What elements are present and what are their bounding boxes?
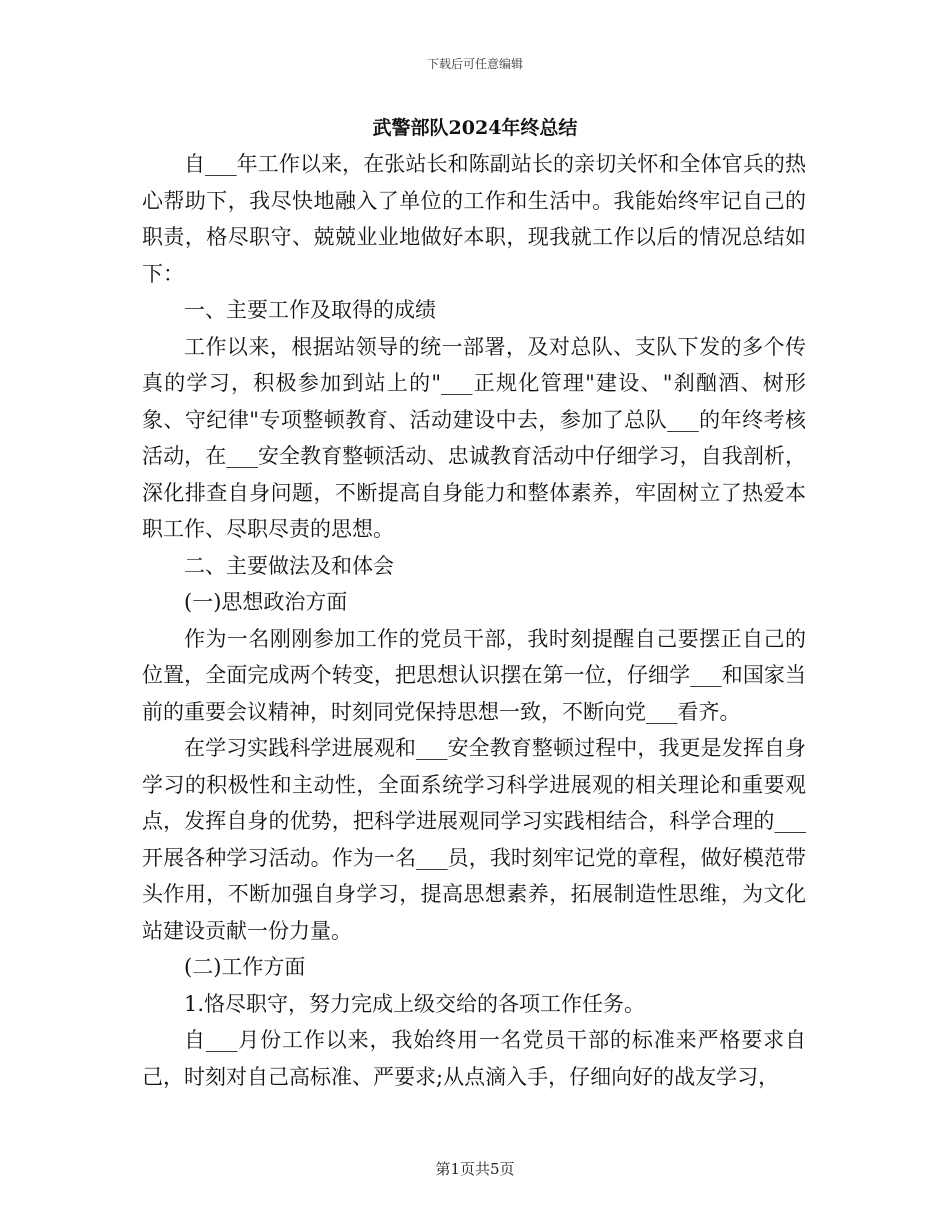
header-note: 下载后可任意编辑 <box>426 57 523 71</box>
section-heading-methods: 二、主要做法及和体会 <box>184 553 394 578</box>
paragraph-achievements: 工作以来，根据站领导的统一部署，及对总队、支队下发的多个传真的学习，积极参加到站上的"___正规化管理"建设、"刹酗酒、树形象、守纪律"专项整顿教育、活动建设中去，参加了总队___的年终考核活动，在___安全教育整顿活动、忠诚教育活动中仔细学习，自我剖析，深化排查自身问题，不断提高自身能力和整体素养，牢固树立了热爱本职工作、尽职尽责的思想。 <box>142 334 806 541</box>
list-item-duty: 1.恪尽职守，努力完成上级交给的各项工作任务。 <box>184 991 646 1016</box>
section-heading-achievements: 一、主要工作及取得的成绩 <box>184 298 436 322</box>
paragraph-intro: 自___年工作以来，在张站长和陈副站长的亲切关怀和全体官兵的热心帮助下，我尽快地融入了单位的工作和生活中。我能始终牢记自己的职责，格尽职守、兢兢业业地做好本职，现我就工作以后的情况总结如下： <box>142 152 806 286</box>
page-footer: 第1页共5页 <box>435 1160 515 1178</box>
document-title: 武警部队2024年终总结 <box>372 117 578 139</box>
paragraph-work: 自___月份工作以来，我始终用一名党员干部的标准来严格要求自己，时刻对自己高标准、严要求;从点滴入手，仔细向好的战友学习， <box>142 1028 806 1089</box>
document-body <box>142 146 806 1095</box>
paragraph-political-2: 在学习实践科学进展观和___安全教育整顿过程中，我更是发挥自身学习的积极性和主动性，全面系统学习科学进展观的相关理论和重要观点，发挥自身的优势，把科学进展观同学习实践相结合，科学合理的___开展各种学习活动。作为一名___员，我时刻牢记党的章程，做好模范带头作用，不断加强自身学习，提高思想素养，拓展制造性思维，为文化站建设贡献一份力量。 <box>142 736 806 943</box>
subsection-heading-work: (二)工作方面 <box>184 955 306 979</box>
paragraph-political-1: 作为一名刚刚参加工作的党员干部，我时刻提醒自己要摆正自己的位置，全面完成两个转变，把思想认识摆在第一位，仔细学___和国家当前的重要会议精神，时刻同党保持思想一致，不断向党___看齐。 <box>142 626 806 724</box>
subsection-heading-political: (一)思想政治方面 <box>184 590 348 614</box>
